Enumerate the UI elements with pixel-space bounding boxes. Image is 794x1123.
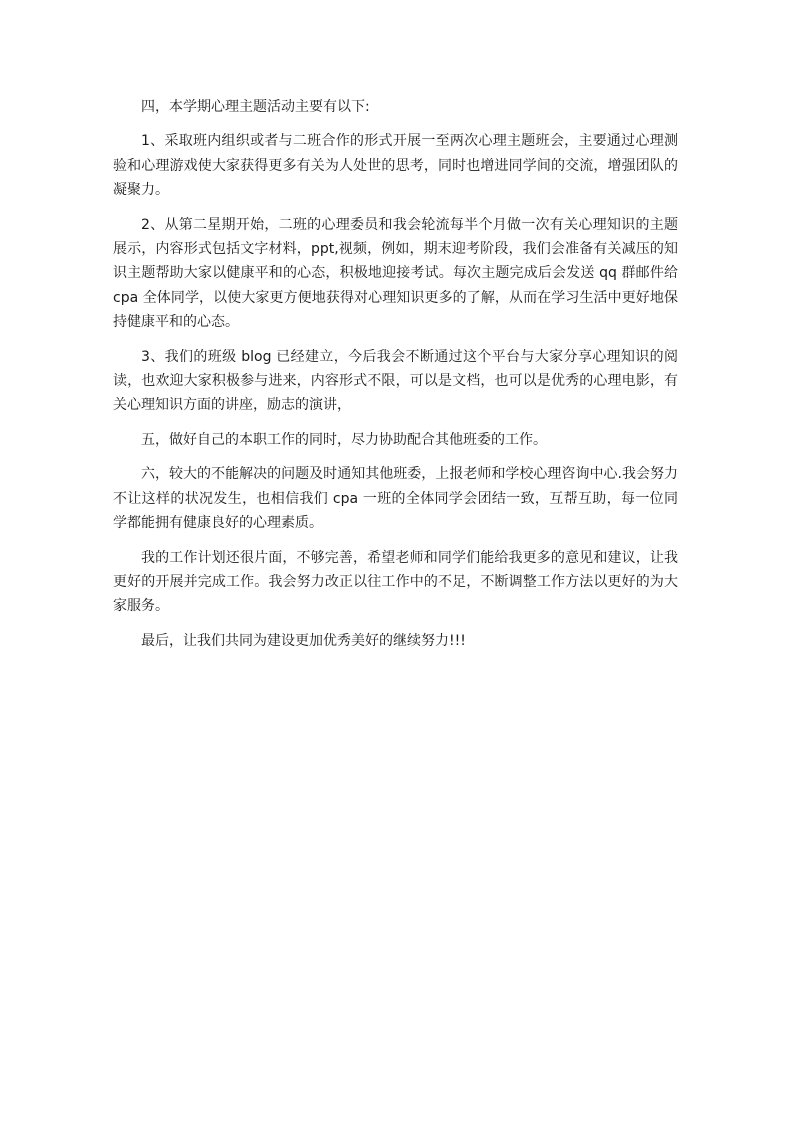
paragraph-self-assessment: 我的工作计划还很片面，不够完善，希望老师和同学们能给我更多的意见和建议，让我更好的开展并完成工作。我会努力改正以往工作中的不足，不断调整工作方法以更好的为大家服务。 — [113, 549, 678, 615]
paragraph-closing: 最后，让我们共同为建设更加优秀美好的继续努力!!! — [141, 632, 466, 649]
paragraph-item-2-topic-display: 2、从第二星期开始，二班的心理委员和我会轮流每半个月做一次有关心理知识的主题展示，内容形式包括文字材料，ppt,视频，例如，期末迎考阶段，我们会准备有关减压的知识主题帮助大家以健康平和的心态，积极地迎接考试。每次主题完成后会发送 qq 群邮件给 cpa 全体同学，以使大家更方便地获得对心理知识更多的了解，从而在学习生活中更好地保持健康平和的心态。 — [113, 216, 678, 331]
paragraph-section-five: 五，做好自己的本职工作的同时，尽力协助配合其他班委的工作。 — [141, 431, 547, 448]
paragraph-item-3-class-blog: 3、我们的班级 blog 已经建立，今后我会不断通过这个平台与大家分享心理知识的阅读，也欢迎大家积极参与进来，内容形式不限，可以是文档，也可以是优秀的心理电影，有关心理知识方面的讲座，励志的演讲， — [113, 348, 678, 414]
paragraph-section-six: 六，较大的不能解决的问题及时通知其他班委，上报老师和学校心理咨询中心.我会努力不让这样的状况发生，也相信我们 cpa 一班的全体同学会团结一致，互帮互助，每一位同学都能拥有健康良好的心理素质。 — [113, 466, 678, 532]
paragraph-item-1-class-meeting: 1、采取班内组织或者与二班合作的形式开展一至两次心理主题班会，主要通过心理测验和心理游戏使大家获得更多有关为人处世的思考，同时也增进同学间的交流，增强团队的凝聚力。 — [113, 133, 678, 199]
document-page — [113, 95, 678, 663]
paragraph-section-four-heading: 四，本学期心理主题活动主要有以下: — [141, 99, 370, 115]
